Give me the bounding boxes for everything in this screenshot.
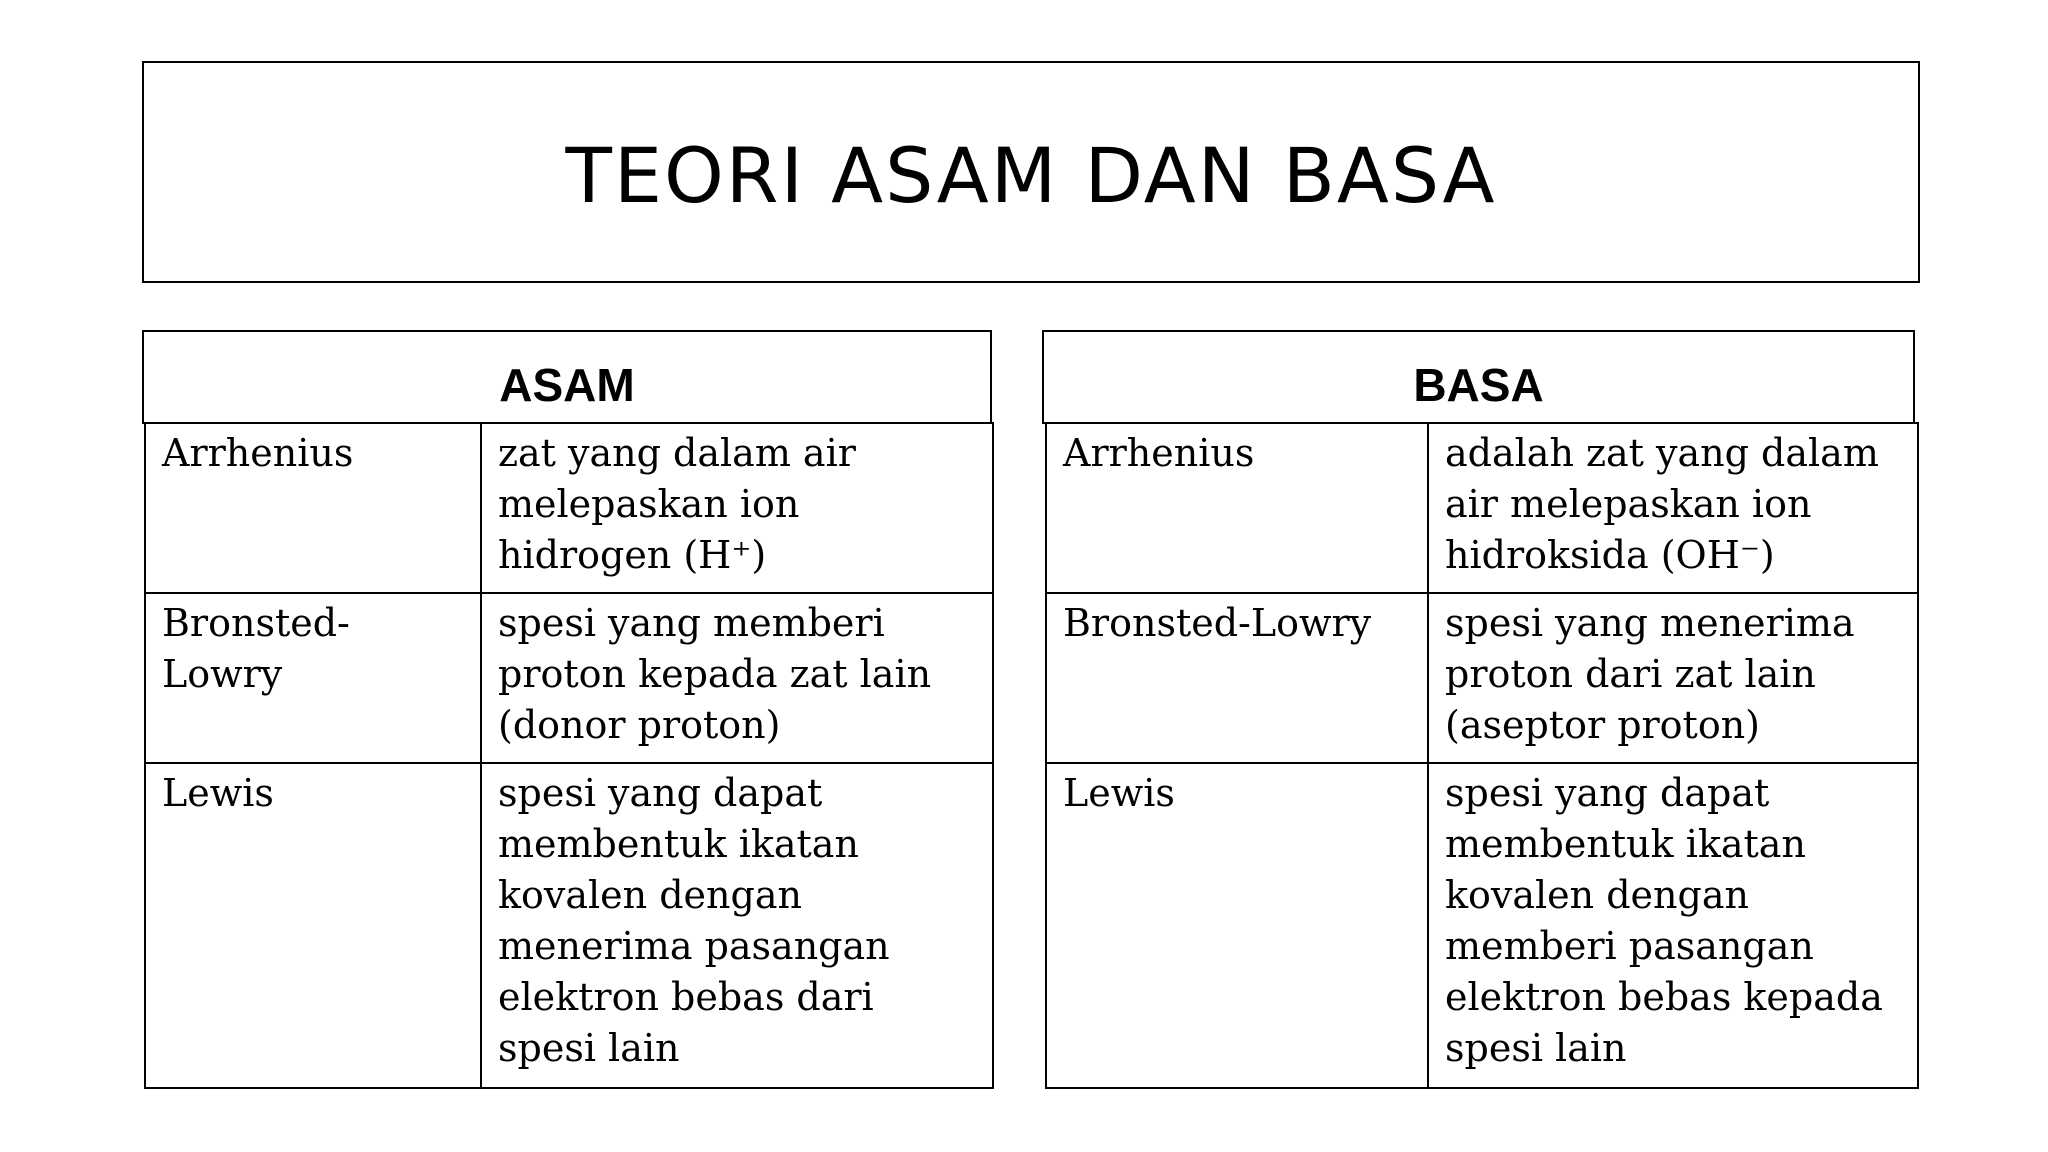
table-row xyxy=(145,423,993,593)
theory-cell: Bronsted-Lowry xyxy=(145,593,481,763)
theory-cell: Arrhenius xyxy=(1046,423,1428,593)
basa-panel xyxy=(1042,330,1915,1089)
definition-cell: adalah zat yang dalam air melepaskan ion hidroksida (OH⁻) xyxy=(1428,423,1918,593)
definition-cell: spesi yang dapat membentuk ikatan kovalen dengan memberi pasangan elektron bebas kepada spesi lain xyxy=(1428,763,1918,1088)
basa-table xyxy=(1045,422,1919,1089)
table-row xyxy=(1046,423,1918,593)
page-title: TEORI ASAM DAN BASA xyxy=(565,130,1497,220)
title-box xyxy=(142,61,1920,283)
table-row xyxy=(1046,593,1918,763)
theory-cell: Lewis xyxy=(145,763,481,1088)
asam-panel xyxy=(142,330,992,1089)
theory-cell: Arrhenius xyxy=(145,423,481,593)
table-row xyxy=(145,763,993,1088)
definition-cell: zat yang dalam air melepaskan ion hidrogen (H⁺) xyxy=(481,423,993,593)
theory-cell: Lewis xyxy=(1046,763,1428,1088)
definition-cell: spesi yang menerima proton dari zat lain (aseptor proton) xyxy=(1428,593,1918,763)
asam-header: ASAM xyxy=(142,330,992,424)
definition-cell: spesi yang dapat membentuk ikatan kovalen dengan menerima pasangan elektron bebas dari spesi lain xyxy=(481,763,993,1088)
definition-cell: spesi yang memberi proton kepada zat lain (donor proton) xyxy=(481,593,993,763)
theory-cell: Bronsted-Lowry xyxy=(1046,593,1428,763)
table-row xyxy=(1046,763,1918,1088)
table-row xyxy=(145,593,993,763)
basa-header: BASA xyxy=(1042,330,1915,424)
asam-table xyxy=(144,422,994,1089)
